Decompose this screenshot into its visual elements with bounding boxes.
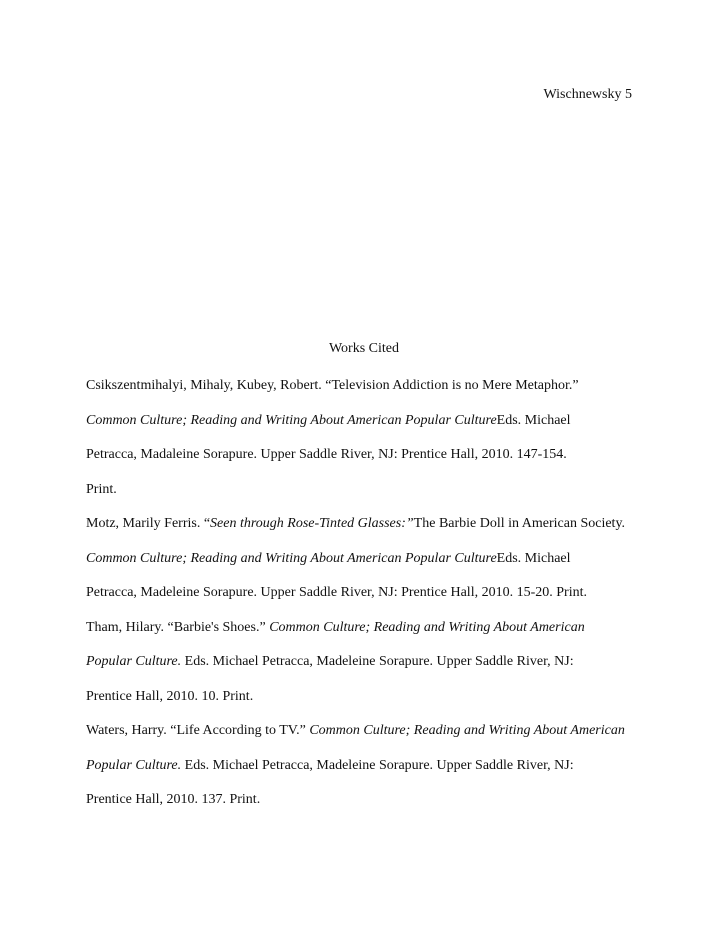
works-cited-list (86, 369, 646, 818)
citation-line: Csikszentmihalyi, Mihaly, Kubey, Robert. “Television Addiction is no Mere Metaphor.” (86, 378, 579, 393)
citation-line: Waters, Harry. “Life According to TV.” Common Culture; Reading and Writing About American (86, 723, 625, 738)
citation-line: Popular Culture. Eds. Michael Petracca, Madeleine Sorapure. Upper Saddle River, NJ: (86, 654, 574, 669)
publication-title: Common Culture; Reading and Writing About American (269, 619, 585, 635)
citation-line: Popular Culture. Eds. Michael Petracca, Madeleine Sorapure. Upper Saddle River, NJ: (86, 757, 574, 773)
citation-line: Common Culture; Reading and Writing About American Popular CultureEds. Michael (86, 412, 571, 428)
citation-entry (86, 611, 646, 715)
citation-line: Print. (86, 481, 117, 497)
citation-line: Petracca, Madaleine Sorapure. Upper Saddle River, NJ: Prentice Hall, 2010. 147-154. (86, 447, 567, 462)
citation-line: Common Culture; Reading and Writing About American Popular CultureEds. Michael (86, 550, 571, 566)
citation-line: Prentice Hall, 2010. 137. Print. (86, 792, 261, 807)
publication-title: Popular Culture. (86, 757, 182, 773)
publication-title: Popular Culture. (86, 654, 182, 669)
citation-line: Petracca, Madeleine Sorapure. Upper Saddle River, NJ: Prentice Hall, 2010. 15-20. Print. (86, 585, 587, 600)
citation-line: Motz, Marily Ferris. “Seen through Rose-Tinted Glasses:”The Barbie Doll in American Society. (86, 516, 626, 531)
publication-title: Common Culture; Reading and Writing About American Popular Culture (86, 550, 497, 566)
publication-title: Common Culture; Reading and Writing About American (309, 723, 625, 738)
citation-entry (86, 714, 646, 818)
citation-entry (86, 507, 646, 611)
citation-line: Prentice Hall, 2010. 10. Print. (86, 688, 254, 704)
citation-line: Tham, Hilary. “Barbie's Shoes.” Common Culture; Reading and Writing About American (86, 619, 585, 635)
citation-entry (86, 369, 646, 507)
article-title: Seen through Rose-Tinted Glasses:” (210, 516, 414, 531)
publication-title: Common Culture; Reading and Writing About American Popular Culture (86, 412, 497, 428)
page-title: Works Cited (328, 341, 400, 356)
running-head: Wischnewsky 5 (543, 87, 632, 102)
